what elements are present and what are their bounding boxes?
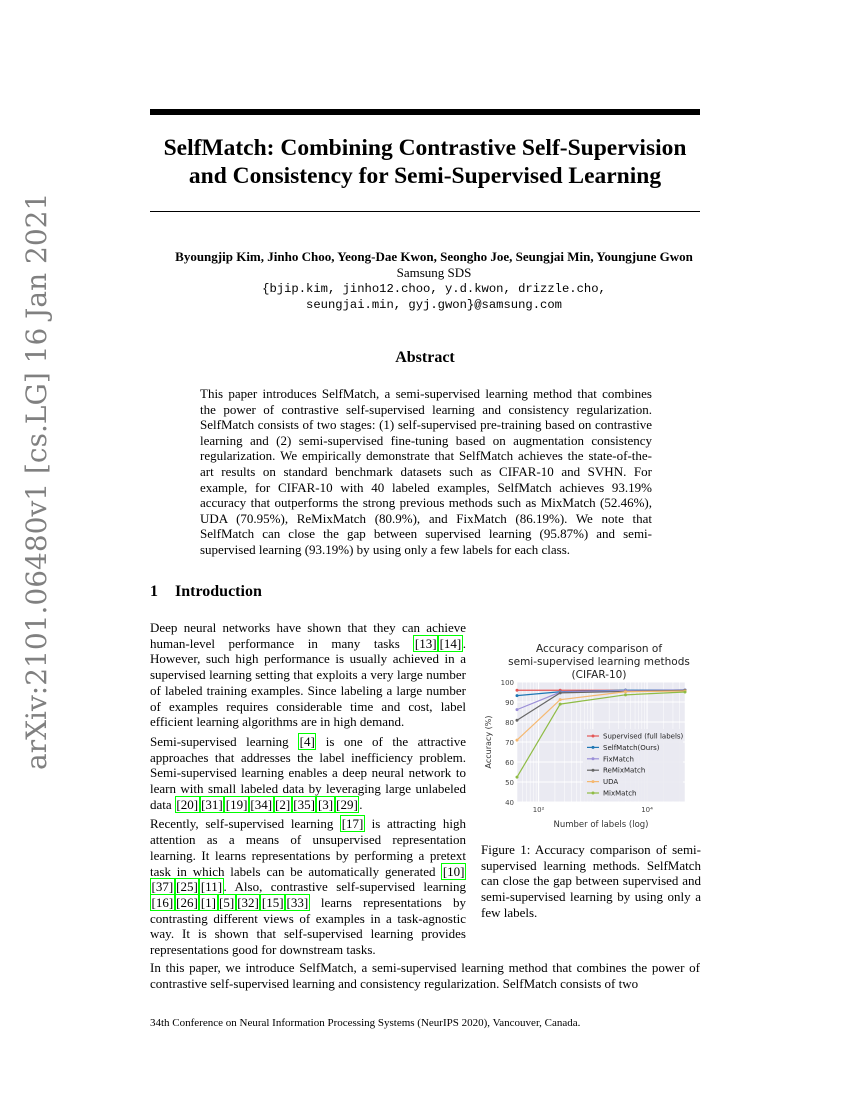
chart-title-line-3: (CIFAR-10): [571, 669, 627, 681]
legend-marker: [592, 780, 595, 783]
data-point: [516, 739, 519, 742]
citation-link[interactable]: [37]: [151, 879, 174, 895]
intro-paragraph-1: Deep neural networks have shown that they can achieve human-level performance in many tasks [13] [14] . However, such high performance is usually achieved in a supervised learning setting that exploits a very large number of labeled training examples. Since labeling a large number of examples requires considerable time and cost, label efficient learning algorithms are in high demand.: [150, 620, 466, 730]
legend-marker: [592, 757, 595, 760]
y-tick-label: 60: [505, 759, 514, 767]
section-title: Introduction: [175, 583, 262, 600]
citation-link[interactable]: [4]: [299, 733, 315, 749]
citation-link[interactable]: [25]: [176, 879, 198, 895]
intro-left-column: [150, 620, 466, 958]
section-heading: [150, 583, 262, 601]
citation-link[interactable]: [13]: [414, 635, 437, 651]
citation-link[interactable]: [31]: [201, 796, 223, 812]
citation-link[interactable]: [33]: [286, 894, 309, 910]
title-line-2: and Consistency for Semi-Supervised Learning: [188, 163, 662, 189]
title-line-1: SelfMatch: Combining Contrastive Self-Supervision: [163, 135, 687, 161]
citation-link[interactable]: [17]: [341, 816, 364, 832]
citation-link[interactable]: [19]: [225, 796, 248, 812]
data-point: [516, 719, 519, 722]
citation-link[interactable]: [35]: [293, 796, 315, 812]
intro-paragraph-3: Recently, self-supervised learning [17] is attracting high attention as a means of unsupervised representation learning. It learns representations by performing a pretext task in which labels can be automatically generated [10][37] [25] [11] . Also, contrastive self-supervised learning [16] [26] [1] [5] [32] [15] [33] learns representations by contrasting different views of examples in a task-agnostic way. It is shown that self-supervised learning provides representations good for downstream tasks.: [150, 816, 467, 958]
y-axis-ticks: [501, 679, 514, 807]
legend-label: FixMatch: [603, 755, 634, 764]
chart-title-line-2: semi-supervised learning methods: [508, 656, 690, 668]
x-axis-label: Number of labels (log): [553, 820, 649, 830]
intro-paragraph-2: Semi-supervised learning [4] is one of the attractive approaches that addresses the label inefficiency problem. Semi-supervised learning enables a deep neural network to learn with small labeled data by leveraging large unlabeled data [20] [31] [19] [34] [2] [35] [3] [29] .: [150, 733, 466, 812]
chart-title-line-1: Accuracy comparison of: [535, 643, 663, 655]
citation-link[interactable]: [11]: [200, 879, 223, 895]
citation-link[interactable]: [32]: [237, 894, 259, 910]
legend-marker: [592, 769, 595, 772]
emails-line-2: seungjai.min, gyj.gwon}@samsung.com: [306, 298, 562, 312]
legend-marker: [592, 746, 595, 749]
citation-link[interactable]: [20]: [176, 796, 199, 812]
legend-marker: [592, 735, 595, 738]
legend-label: SelfMatch(Ours): [603, 743, 660, 752]
citation-link[interactable]: [14]: [439, 635, 462, 651]
data-point: [559, 703, 562, 706]
legend-label: ReMixMatch: [603, 766, 646, 775]
emails-line-1: {bjip.kim, jinho12.choo, y.d.kwon, drizzle.cho,: [262, 282, 606, 296]
x-tick-label: 10²: [532, 806, 545, 814]
y-tick-label: 90: [505, 699, 514, 707]
x-tick-label: 10⁴: [641, 806, 653, 814]
citation-link[interactable]: [3]: [317, 796, 334, 812]
legend-label: MixMatch: [603, 789, 637, 798]
y-tick-label: 50: [505, 779, 514, 787]
intro-paragraph-4: In this paper, we introduce SelfMatch, a semi-supervised learning method that combines the power of contrastive self-supervised learning and consistency regularization. SelfMatch consists of two: [150, 960, 700, 991]
paper-title: [150, 134, 700, 190]
citation-link[interactable]: [26]: [176, 894, 198, 910]
citation-link[interactable]: [5]: [219, 894, 235, 910]
figure-caption: Figure 1: Accuracy comparison of semi-supervised learning methods. SelfMatch can close the gap between supervised and semi-supervised learning by using only a few labels.: [481, 842, 701, 920]
citation-link[interactable]: [29]: [336, 796, 358, 812]
legend-label: UDA: [603, 778, 619, 787]
citation-link[interactable]: [16]: [151, 894, 174, 910]
chart-title: [508, 643, 690, 681]
abstract-text: This paper introduces SelfMatch, a semi-supervised learning method that combines the power of contrastive self-supervised learning and consistency regularization. SelfMatch consists of two stages: (1) self-supervised pre-training based on contrastive learning and (2) semi-supervised fine-tuning based on augmentation consistency regularization. We empirically demonstrate that SelfMatch achieves the state-of-the-art results on standard benchmark datasets such as CIFAR-10 and SVHN. For example, for CIFAR-10 with 40 labeled examples, SelfMatch achieves 93.19% accuracy that outperforms the strong previous methods such as MixMatch (52.46%), UDA (70.95%), ReMixMatch (80.9%), and FixMatch (86.19%). We note that SelfMatch can close the gap between supervised learning (95.87%) and semi-supervised learning (93.19%) by using only a few labels for each class.: [200, 386, 652, 557]
data-point: [516, 694, 519, 697]
data-point: [624, 693, 627, 696]
affiliation: Samsung SDS: [396, 265, 472, 280]
citation-link[interactable]: [2]: [275, 796, 291, 812]
y-tick-label: 80: [505, 719, 514, 727]
legend: [583, 729, 684, 801]
data-point: [516, 689, 519, 692]
citation-link[interactable]: [10]: [442, 863, 465, 879]
data-point: [559, 691, 562, 694]
y-tick-label: 40: [505, 799, 514, 807]
author-names: Byoungjip Kim, Jinho Choo, Yeong-Dae Kwon, Seongho Joe, Seungjai Min, Youngjune Gwon: [175, 249, 693, 264]
data-point: [516, 708, 519, 711]
author-block: [150, 249, 718, 313]
data-point: [559, 698, 562, 701]
section-number: 1: [150, 583, 158, 600]
legend-label: Supervised (full labels): [603, 732, 684, 741]
citation-link[interactable]: [34]: [250, 796, 273, 812]
y-tick-label: 70: [505, 739, 514, 747]
citation-link[interactable]: [1]: [200, 894, 217, 910]
abstract-heading: Abstract: [395, 349, 455, 366]
accuracy-chart: [481, 636, 703, 832]
title-bottom-rule: [150, 211, 700, 212]
title-top-rule: [150, 109, 700, 115]
conference-footer: 34th Conference on Neural Information Processing Systems (NeurIPS 2020), Vancouver, Canada.: [150, 1017, 581, 1029]
y-axis-label: Accuracy (%): [484, 715, 493, 769]
data-point: [516, 776, 519, 779]
citation-link[interactable]: [15]: [261, 894, 284, 910]
x-axis-ticks: [533, 806, 653, 814]
data-point: [624, 690, 627, 693]
legend-marker: [592, 792, 595, 795]
arxiv-identifier: arXiv:2101.06480v1 [cs.LG] 16 Jan 2021: [20, 192, 53, 770]
y-tick-label: 100: [500, 679, 514, 687]
data-point: [684, 691, 687, 694]
